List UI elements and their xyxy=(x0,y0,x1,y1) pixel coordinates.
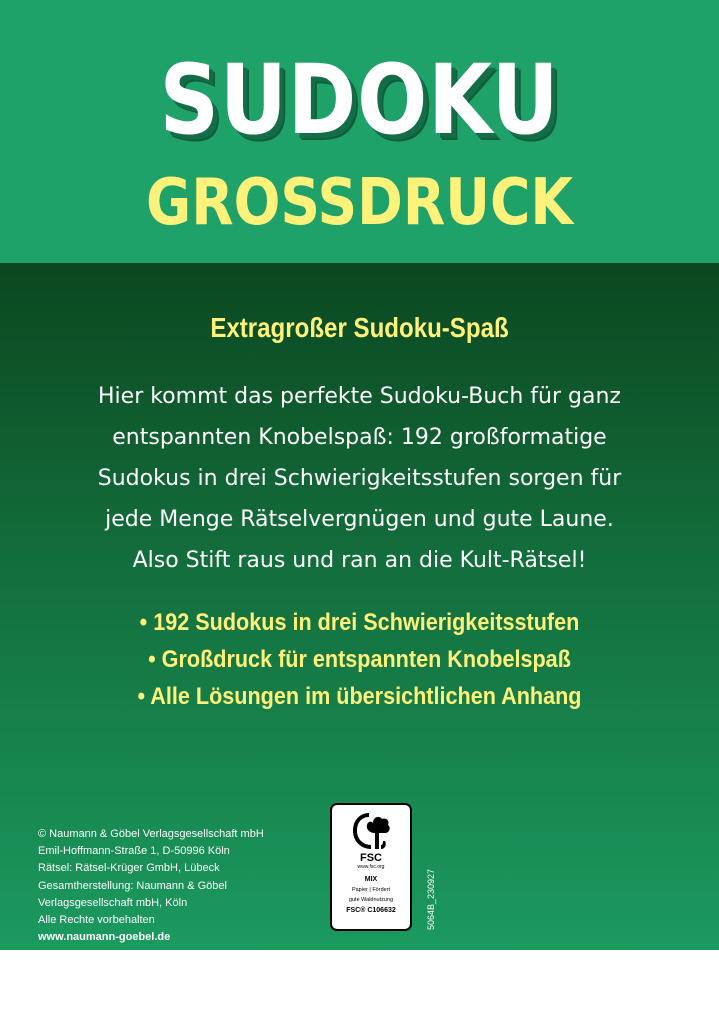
imprint-line: © Naumann & Göbel Verlagsgesellschaft mbH xyxy=(38,828,264,840)
fsc-license: FSC® C106632 xyxy=(346,907,396,914)
imprint-line: Alle Rechte vorbehalten xyxy=(38,914,155,927)
fsc-url: www.fsc.org xyxy=(357,864,385,870)
imprint-line: Rätsel: Rätsel-Krüger GmbH, Lübeck xyxy=(38,862,220,875)
description-line: Sudokus in drei Schwierigkeitsstufen sorgen für xyxy=(97,466,622,491)
description xyxy=(60,376,659,581)
fsc-paper-line: Papier | Fördert xyxy=(351,887,391,893)
feature-item: • 192 Sudokus in drei Schwierigkeitsstufen xyxy=(139,609,580,636)
feature-item: • Großdruck für entspannten Knobelspaß xyxy=(148,646,571,673)
imprint-line: Gesamtherstellung: Naumann & Göbel xyxy=(38,879,227,892)
headline: Extragroßer Sudoku-Spaß xyxy=(210,312,509,343)
product-code: 5064B_230927 xyxy=(426,868,436,930)
cover-title: SUDOKU xyxy=(159,44,560,156)
imprint-line: Verlagsgesellschaft mbH, Köln xyxy=(38,896,188,909)
imprint xyxy=(38,826,298,946)
feature-item: • Alle Lösungen im übersichtlichen Anhang xyxy=(137,683,582,710)
feature-list xyxy=(0,604,719,715)
fsc-mix: MIX xyxy=(364,876,378,883)
cover-subtitle: GROSSDRUCK xyxy=(146,166,573,240)
description-line: Also Stift raus und ran an die Kult-Rätsel! xyxy=(132,548,587,573)
imprint-line: Emil-Hoffmann-Straße 1, D-50996 Köln xyxy=(38,845,230,858)
fsc-label xyxy=(330,803,412,931)
description-line: Hier kommt das perfekte Sudoku-Buch für ganz xyxy=(98,384,621,409)
fsc-paper-line: gute Waldnutzung xyxy=(348,896,394,903)
fsc-tree-icon xyxy=(349,809,393,853)
description-line: jede Menge Rätselvergnügen und gute Laune. xyxy=(105,507,614,532)
fsc-logo-text: FSC xyxy=(360,852,382,864)
publisher-website: www.naumann-goebel.de xyxy=(38,931,171,944)
description-line: entspannten Knobelspaß: 192 großformatige xyxy=(112,425,607,450)
